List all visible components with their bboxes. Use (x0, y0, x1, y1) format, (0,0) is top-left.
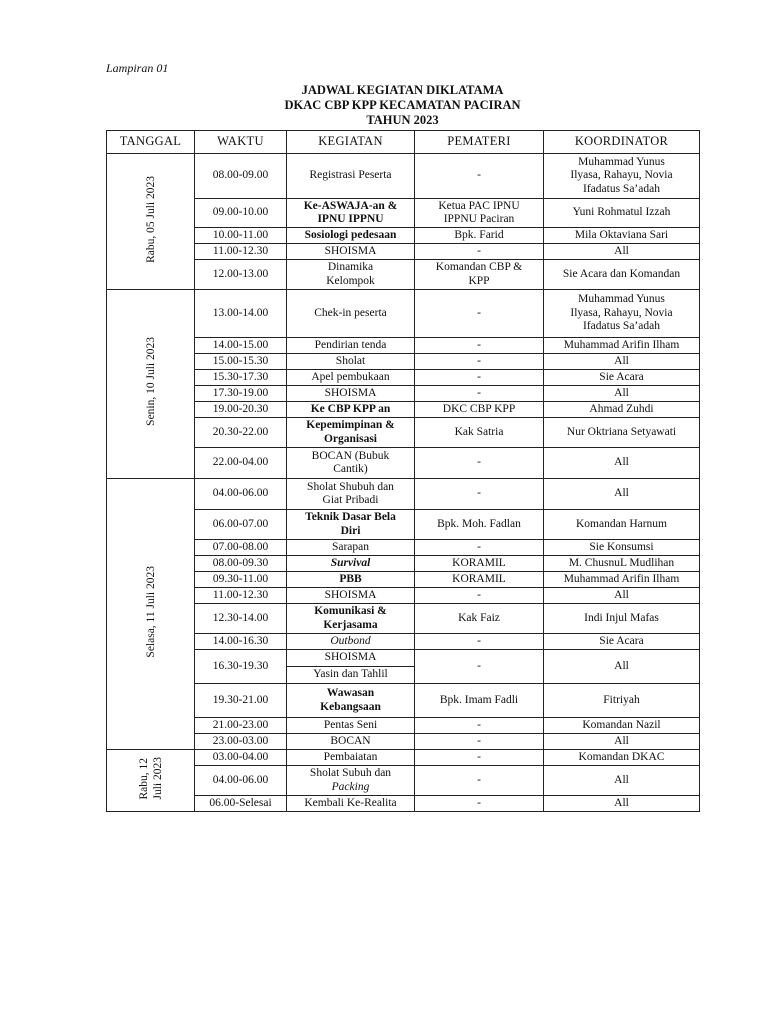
table-row (107, 510, 700, 540)
activity-cell: Sosiologi pedesaan (287, 228, 415, 244)
activity-cell: Pentas Seni (287, 718, 415, 734)
coordinator-cell: Muhammad Yunus Ilyasa, Rahayu, Novia Ifadatus Sa’adah (544, 290, 700, 338)
coordinator-cell: Fitriyah (544, 684, 700, 718)
activity-cell (287, 766, 415, 796)
activity-cell: Registrasi Peserta (287, 154, 415, 199)
schedule-table (106, 130, 700, 812)
time-cell: 22.00-04.00 (195, 448, 287, 479)
time-cell: 09.00-10.00 (195, 199, 287, 228)
coordinator-cell: Mila Oktaviana Sari (544, 228, 700, 244)
time-cell: 03.00-04.00 (195, 750, 287, 766)
table-row (107, 448, 700, 479)
activity-cell: Pembaiatan (287, 750, 415, 766)
time-cell: 14.00-15.00 (195, 338, 287, 354)
speaker-cell: - (415, 244, 544, 260)
activity-cell: Outbond (287, 634, 415, 650)
time-cell: 11.00-12.30 (195, 244, 287, 260)
date-cell (107, 290, 195, 479)
table-row (107, 199, 700, 228)
table-row (107, 338, 700, 354)
activity-cell: Komunikasi & Kerjasama (287, 604, 415, 634)
speaker-cell: - (415, 386, 544, 402)
speaker-cell: - (415, 650, 544, 684)
date-label: Selasa, 11 Juli 2023 (144, 565, 157, 658)
time-cell: 15.30-17.30 (195, 370, 287, 386)
speaker-cell: Bpk. Farid (415, 228, 544, 244)
speaker-cell: - (415, 750, 544, 766)
column-header: KOORDINATOR (544, 131, 700, 154)
time-cell: 17.30-19.00 (195, 386, 287, 402)
table-row (107, 556, 700, 572)
table-row (107, 604, 700, 634)
time-cell: 04.00-06.00 (195, 479, 287, 510)
time-cell: 09.30-11.00 (195, 572, 287, 588)
column-header: WAKTU (195, 131, 287, 154)
coordinator-cell: All (544, 766, 700, 796)
table-row (107, 572, 700, 588)
activity-cell: Dinamika Kelompok (287, 260, 415, 290)
activity-cell: Kepemimpinan & Organisasi (287, 418, 415, 448)
table-row (107, 684, 700, 718)
table-row (107, 418, 700, 448)
time-cell: 11.00-12.30 (195, 588, 287, 604)
time-cell: 07.00-08.00 (195, 540, 287, 556)
activity-cell: Pendirian tenda (287, 338, 415, 354)
table-row (107, 479, 700, 510)
column-header: PEMATERI (415, 131, 544, 154)
time-cell: 13.00-14.00 (195, 290, 287, 338)
time-cell: 23.00-03.00 (195, 734, 287, 750)
table-row (107, 260, 700, 290)
time-cell: 04.00-06.00 (195, 766, 287, 796)
date-cell (107, 154, 195, 290)
coordinator-cell: Komandan DKAC (544, 750, 700, 766)
title-line-1: JADWAL KEGIATAN DIKLATAMA (301, 83, 504, 97)
table-row (107, 290, 700, 338)
speaker-cell: - (415, 540, 544, 556)
coordinator-cell: Sie Acara (544, 370, 700, 386)
coordinator-cell: Muhammad Yunus Ilyasa, Rahayu, Novia Ifadatus Sa’adah (544, 154, 700, 199)
speaker-cell: - (415, 588, 544, 604)
activity-text: Sholat Subuh dan (309, 767, 392, 779)
header-row (107, 131, 700, 154)
speaker-cell: - (415, 290, 544, 338)
coordinator-cell: Yuni Rohmatul Izzah (544, 199, 700, 228)
speaker-cell: - (415, 634, 544, 650)
activity-text-italic: Packing (331, 780, 370, 793)
column-header: KEGIATAN (287, 131, 415, 154)
table-row (107, 634, 700, 650)
coordinator-cell: All (544, 588, 700, 604)
speaker-cell: - (415, 479, 544, 510)
speaker-cell: Komandan CBP & KPP (415, 260, 544, 290)
coordinator-cell: Sie Acara dan Komandan (544, 260, 700, 290)
time-cell: 08.00-09.00 (195, 154, 287, 199)
activity-cell: SHOISMA (287, 386, 415, 402)
coordinator-cell: All (544, 448, 700, 479)
table-row (107, 650, 700, 667)
activity-cell: Kembali Ke-Realita (287, 796, 415, 812)
date-cell (107, 479, 195, 750)
time-cell: 19.30-21.00 (195, 684, 287, 718)
coordinator-cell: Indi Injul Mafas (544, 604, 700, 634)
table-row (107, 766, 700, 796)
activity-cell: Ke-ASWAJA-an & IPNU IPPNU (287, 199, 415, 228)
coordinator-cell: Komandan Nazil (544, 718, 700, 734)
coordinator-cell: Nur Oktriana Setyawati (544, 418, 700, 448)
activity-cell: Chek-in peserta (287, 290, 415, 338)
date-label: Rabu, 12 Juli 2023 (137, 757, 164, 800)
table-row (107, 718, 700, 734)
coordinator-cell: Sie Konsumsi (544, 540, 700, 556)
attachment-label: Lampiran 01 (106, 61, 169, 75)
activity-cell: Wawasan Kebangsaan (287, 684, 415, 718)
title-line-2: DKAC CBP KPP KECAMATAN PACIRAN (284, 98, 521, 112)
speaker-cell: Ketua PAC IPNU IPPNU Paciran (415, 199, 544, 228)
coordinator-cell: All (544, 386, 700, 402)
coordinator-cell: All (544, 244, 700, 260)
coordinator-cell: All (544, 650, 700, 684)
time-cell: 06.00-Selesai (195, 796, 287, 812)
speaker-cell: - (415, 734, 544, 750)
activity-cell: BOCAN (Bubuk Cantik) (287, 448, 415, 479)
time-cell: 21.00-23.00 (195, 718, 287, 734)
time-cell: 10.00-11.00 (195, 228, 287, 244)
column-header: TANGGAL (107, 131, 195, 154)
time-cell: 14.00-16.30 (195, 634, 287, 650)
table-row (107, 750, 700, 766)
activity-cell: Yasin dan Tahlil (287, 667, 415, 684)
activity-cell: Ke CBP KPP an (287, 402, 415, 418)
table-row (107, 540, 700, 556)
coordinator-cell: Ahmad Zuhdi (544, 402, 700, 418)
table-row (107, 354, 700, 370)
table-row (107, 244, 700, 260)
table-row (107, 796, 700, 812)
time-cell: 19.00-20.30 (195, 402, 287, 418)
activity-cell: SHOISMA (287, 650, 415, 667)
speaker-cell: - (415, 354, 544, 370)
speaker-cell: KORAMIL (415, 572, 544, 588)
table-row (107, 370, 700, 386)
table-row (107, 154, 700, 199)
coordinator-cell: M. ChusnuL Mudlihan (544, 556, 700, 572)
document-title (106, 83, 699, 128)
date-label: Rabu, 05 Juli 2023 (144, 175, 157, 263)
activity-cell: PBB (287, 572, 415, 588)
coordinator-cell: All (544, 479, 700, 510)
time-cell: 12.00-13.00 (195, 260, 287, 290)
activity-cell: Sholat Shubuh dan Giat Pribadi (287, 479, 415, 510)
coordinator-cell: All (544, 354, 700, 370)
speaker-cell: - (415, 154, 544, 199)
speaker-cell: Kak Satria (415, 418, 544, 448)
activity-cell: Teknik Dasar Bela Diri (287, 510, 415, 540)
activity-cell: Survival (287, 556, 415, 572)
table-row (107, 402, 700, 418)
table-row (107, 228, 700, 244)
speaker-cell: Kak Faiz (415, 604, 544, 634)
speaker-cell: - (415, 766, 544, 796)
time-cell: 20.30-22.00 (195, 418, 287, 448)
speaker-cell: Bpk. Moh. Fadlan (415, 510, 544, 540)
activity-cell: Apel pembukaan (287, 370, 415, 386)
time-cell: 06.00-07.00 (195, 510, 287, 540)
coordinator-cell: Muhammad Arifin Ilham (544, 338, 700, 354)
speaker-cell: DKC CBP KPP (415, 402, 544, 418)
time-cell: 16.30-19.30 (195, 650, 287, 684)
schedule-body (107, 154, 700, 812)
table-row (107, 734, 700, 750)
table-row (107, 386, 700, 402)
speaker-cell: KORAMIL (415, 556, 544, 572)
activity-cell: Sarapan (287, 540, 415, 556)
activity-cell: SHOISMA (287, 588, 415, 604)
speaker-cell: - (415, 718, 544, 734)
speaker-cell: - (415, 796, 544, 812)
speaker-cell: - (415, 338, 544, 354)
date-cell (107, 750, 195, 812)
speaker-cell: Bpk. Imam Fadli (415, 684, 544, 718)
activity-cell: SHOISMA (287, 244, 415, 260)
date-label: Senin, 10 Juli 2023 (144, 337, 157, 427)
activity-cell: BOCAN (287, 734, 415, 750)
coordinator-cell: Muhammad Arifin Ilham (544, 572, 700, 588)
coordinator-cell: All (544, 734, 700, 750)
speaker-cell: - (415, 448, 544, 479)
coordinator-cell: All (544, 796, 700, 812)
coordinator-cell: Sie Acara (544, 634, 700, 650)
table-row (107, 588, 700, 604)
time-cell: 12.30-14.00 (195, 604, 287, 634)
speaker-cell: - (415, 370, 544, 386)
activity-cell: Sholat (287, 354, 415, 370)
time-cell: 08.00-09.30 (195, 556, 287, 572)
time-cell: 15.00-15.30 (195, 354, 287, 370)
title-line-3: TAHUN 2023 (366, 113, 439, 127)
coordinator-cell: Komandan Harnum (544, 510, 700, 540)
